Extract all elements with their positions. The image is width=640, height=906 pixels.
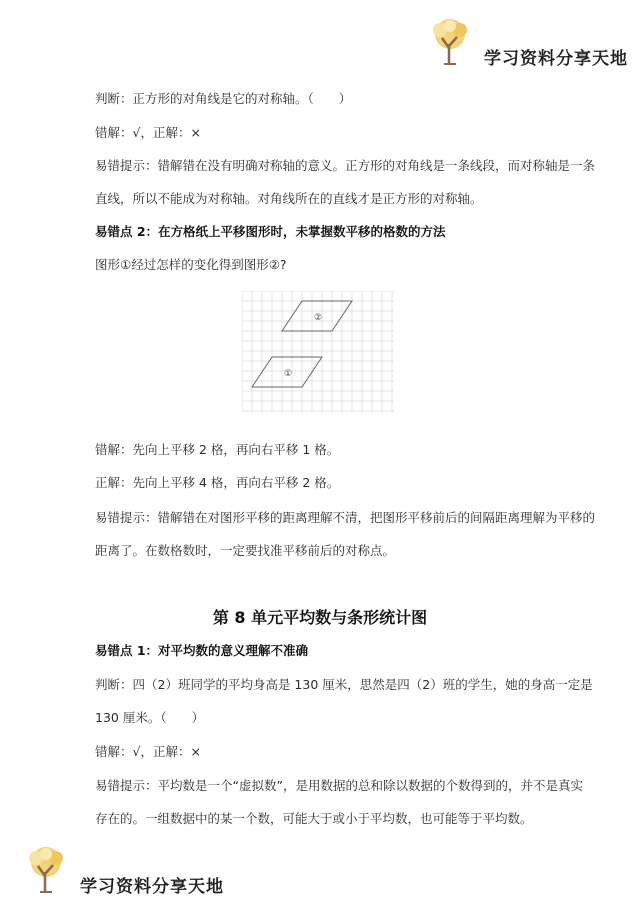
point2-wrong: 错解：先向上平移 2 格，再向右平移 1 格。 [95, 442, 340, 457]
answer-diagonal: 错解：√，正解：× [95, 125, 201, 140]
judgment-diagonal: 判断：正方形的对角线是它的对称轴。（ ） [95, 91, 352, 106]
point2-correct: 正解：先向上平移 4 格，再向右平移 2 格。 [95, 475, 340, 490]
tree-logo-icon [428, 18, 472, 66]
figure-label-2: ② [314, 313, 323, 323]
hint-diagonal-line2: 直线，所以不能成为对称轴。对角线所在的直线才是正方形的对称轴。 [95, 191, 483, 206]
unit8-answer: 错解：√，正解：× [95, 744, 201, 759]
tree-logo-icon [24, 846, 68, 894]
point2-title: 易错点 2：在方格纸上平移图形时，未掌握数平移的格数的方法 [95, 224, 446, 239]
unit8-hint-line1: 易错提示：平均数是一个“虚拟数”，是用数据的总和除以数据的个数得到的，并不是真实 [95, 778, 583, 793]
point2-hint-line2: 距离了。在数格数时，一定要找准平移前后的对称点。 [95, 543, 396, 558]
translation-grid-figure [242, 291, 394, 413]
hint-diagonal-line1: 易错提示：错解错在没有明确对称轴的意义。正方形的对角线是一条线段，而对称轴是一条 [95, 158, 596, 173]
figure-label-1: ① [284, 369, 293, 379]
unit8-judgment-line2: 130 厘米。（ ） [95, 710, 205, 725]
unit8-heading: 第 8 单元平均数与条形统计图 [212, 608, 428, 627]
unit8-judgment-line1: 判断：四（2）班同学的平均身高是 130 厘米，思然是四（2）班的学生，她的身高一定是 [95, 677, 593, 692]
brand-name: 学习资料分享天地 [484, 49, 628, 69]
brand-name-footer: 学习资料分享天地 [80, 877, 224, 897]
unit8-point1-title: 易错点 1：对平均数的意义理解不准确 [95, 643, 309, 658]
point2-question: 图形①经过怎样的变化得到图形②? [95, 257, 287, 272]
point2-hint-line1: 易错提示：错解错在对图形平移的距离理解不清，把图形平移前后的间隔距离理解为平移的 [95, 510, 596, 525]
unit8-hint-line2: 存在的。一组数据中的某一个数，可能大于或小于平均数，也可能等于平均数。 [95, 811, 533, 826]
